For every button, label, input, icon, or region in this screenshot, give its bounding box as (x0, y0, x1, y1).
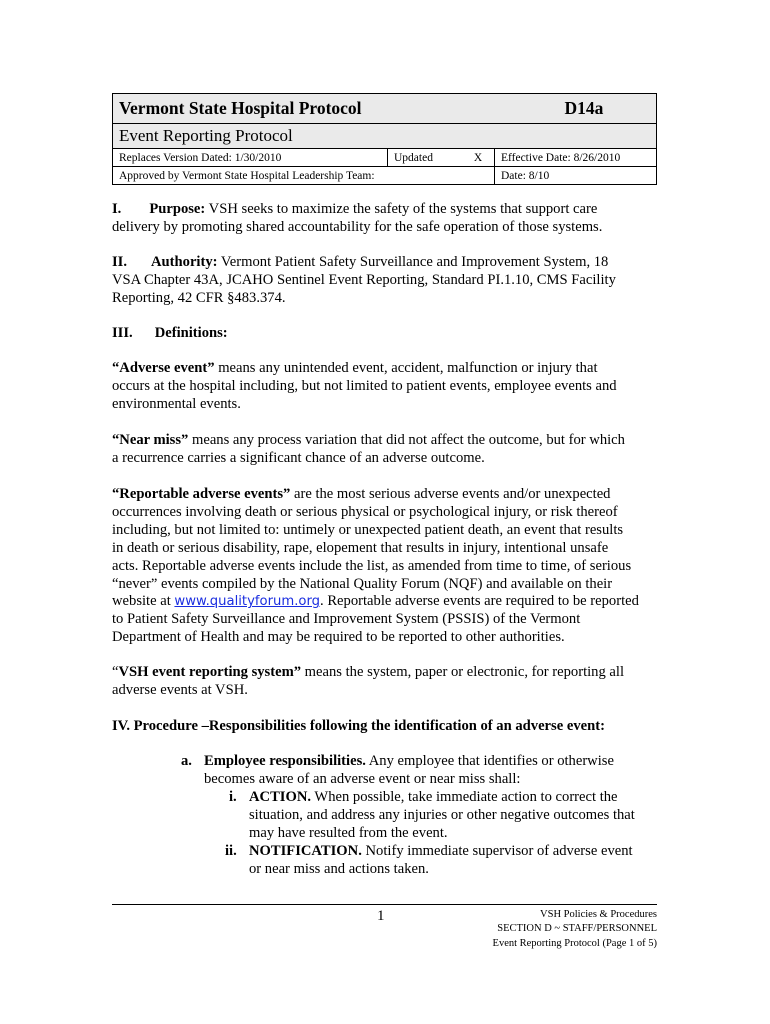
replaces-version: Replaces Version Dated: 1/30/2010 (113, 149, 388, 167)
section-label: Purpose: (149, 201, 206, 217)
item-text: Notify immediate supervisor of adverse event (361, 843, 633, 859)
definition-text: means any process variation that did not affect the outcome, but for which (188, 432, 625, 448)
item-a-marker (181, 753, 192, 771)
updated-mark: X (462, 149, 495, 167)
section-procedure-title (112, 718, 605, 736)
definition-text: including, but not limited to: untimely or unexpected patient death, an event that results (112, 521, 624, 538)
item-text: When possible, take immediate action to correct the (311, 789, 618, 805)
authority-text: Reporting, 42 CFR §483.374. (112, 289, 286, 306)
item-label: Employee responsibilities. (204, 753, 366, 769)
item-text: may have resulted from the event. (249, 824, 448, 841)
section-label: Authority: (151, 254, 218, 270)
definition-text: environmental events. (112, 395, 241, 412)
definition-term: “Near miss” (112, 432, 189, 448)
item-employee-responsibilities (204, 753, 614, 789)
purpose-text: delivery by promoting shared accountability for the safe operation of those systems. (112, 218, 603, 235)
definition-term: VSH event reporting system” (118, 664, 302, 680)
section-authority (112, 254, 616, 308)
item-text: situation, and address any injuries or other negative outcomes that (249, 806, 635, 823)
definition-text: “never” events compiled by the National Quality Forum (NQF) and available on their (112, 575, 613, 592)
item-i-marker (229, 789, 237, 807)
section-number: II. (112, 254, 128, 270)
list-marker: i. (229, 789, 237, 805)
footer-line: VSH Policies & Procedures (540, 909, 657, 920)
item-text: or near miss and actions taken. (249, 860, 429, 877)
authority-text: Vermont Patient Safety Surveillance and Improvement System, 18 (217, 254, 609, 270)
footer-divider (112, 904, 657, 905)
definition-text: are the most serious adverse events and/or unexpected (290, 486, 611, 502)
definition-text: means the system, paper or electronic, for reporting all (301, 664, 625, 680)
updated-label: Updated (388, 149, 463, 167)
definition-text: occurs at the hospital including, but not limited to patient events, employee events and (112, 377, 617, 394)
item-action (249, 789, 635, 843)
definition-adverse-event (112, 360, 617, 414)
definition-text: in death or serious disability, rape, elopement that results in injury, intentional unsafe (112, 539, 609, 556)
definition-reportable-adverse-events (112, 486, 639, 647)
protocol-subtitle: Event Reporting Protocol (113, 124, 657, 149)
definition-text: acts. Reportable adverse events include the list, as amended from time to time, of serious (112, 557, 632, 574)
definition-text: website at (112, 593, 175, 610)
definition-text: means any unintended event, accident, malfunction or injury that (214, 360, 598, 376)
item-label: ACTION. (249, 789, 312, 805)
definition-quote: “ (112, 664, 119, 680)
definition-term: “Adverse event” (112, 360, 215, 376)
footer-line: Event Reporting Protocol (Page 1 of 5) (492, 937, 657, 949)
list-marker: a. (181, 753, 192, 769)
section-number: III. (112, 325, 133, 341)
item-ii-marker (225, 843, 237, 861)
section-number: I. (112, 201, 122, 217)
definition-text: a recurrence carries a significant chance of an adverse outcome. (112, 449, 485, 466)
definition-text: to Patient Safety Surveillance and Improvement System (PSSIS) of the Vermont (112, 611, 581, 628)
definition-text: Department of Health and may be required to be reported to other authorities. (112, 629, 565, 646)
qualityforum-link[interactable]: www.qualityforum.org (174, 594, 321, 610)
list-marker: ii. (225, 843, 237, 859)
definition-text: occurrences involving death or serious physical or psychological injury, or risk thereof (112, 503, 618, 520)
definition-vsh-event-reporting-system (112, 664, 624, 700)
definition-near-miss (112, 432, 625, 468)
definition-text: adverse events at VSH. (112, 681, 248, 698)
item-label: NOTIFICATION. (249, 843, 362, 859)
approval-date: Date: 8/10 (495, 167, 657, 185)
approved-by: Approved by Vermont State Hospital Leadership Team: (113, 167, 495, 185)
item-text: becomes aware of an adverse event or near miss shall: (204, 770, 521, 787)
authority-text: VSA Chapter 43A, JCAHO Sentinel Event Reporting, Standard PI.1.10, CMS Facility (112, 271, 616, 288)
protocol-code: D14a (495, 94, 657, 124)
definition-term: “Reportable adverse events” (112, 486, 291, 502)
item-notification (249, 843, 633, 879)
protocol-header-table (112, 93, 657, 185)
section-definitions (112, 325, 228, 343)
section-label: Definitions: (154, 325, 228, 341)
item-text: Any employee that identifies or otherwise (365, 753, 614, 769)
effective-date: Effective Date: 8/26/2010 (495, 149, 657, 167)
definition-text: . Reportable adverse events are required to be reported (320, 593, 639, 610)
footer-info (493, 908, 657, 951)
purpose-text: VSH seeks to maximize the safety of the systems that support care (205, 201, 598, 217)
footer-line: SECTION D ~ STAFF/PERSONNEL (497, 923, 657, 935)
page-number: 1 (377, 908, 385, 924)
section-label: IV. Procedure –Responsibilities following the identification of an adverse event: (112, 718, 605, 734)
section-purpose (112, 201, 602, 237)
protocol-title: Vermont State Hospital Protocol (113, 94, 495, 124)
